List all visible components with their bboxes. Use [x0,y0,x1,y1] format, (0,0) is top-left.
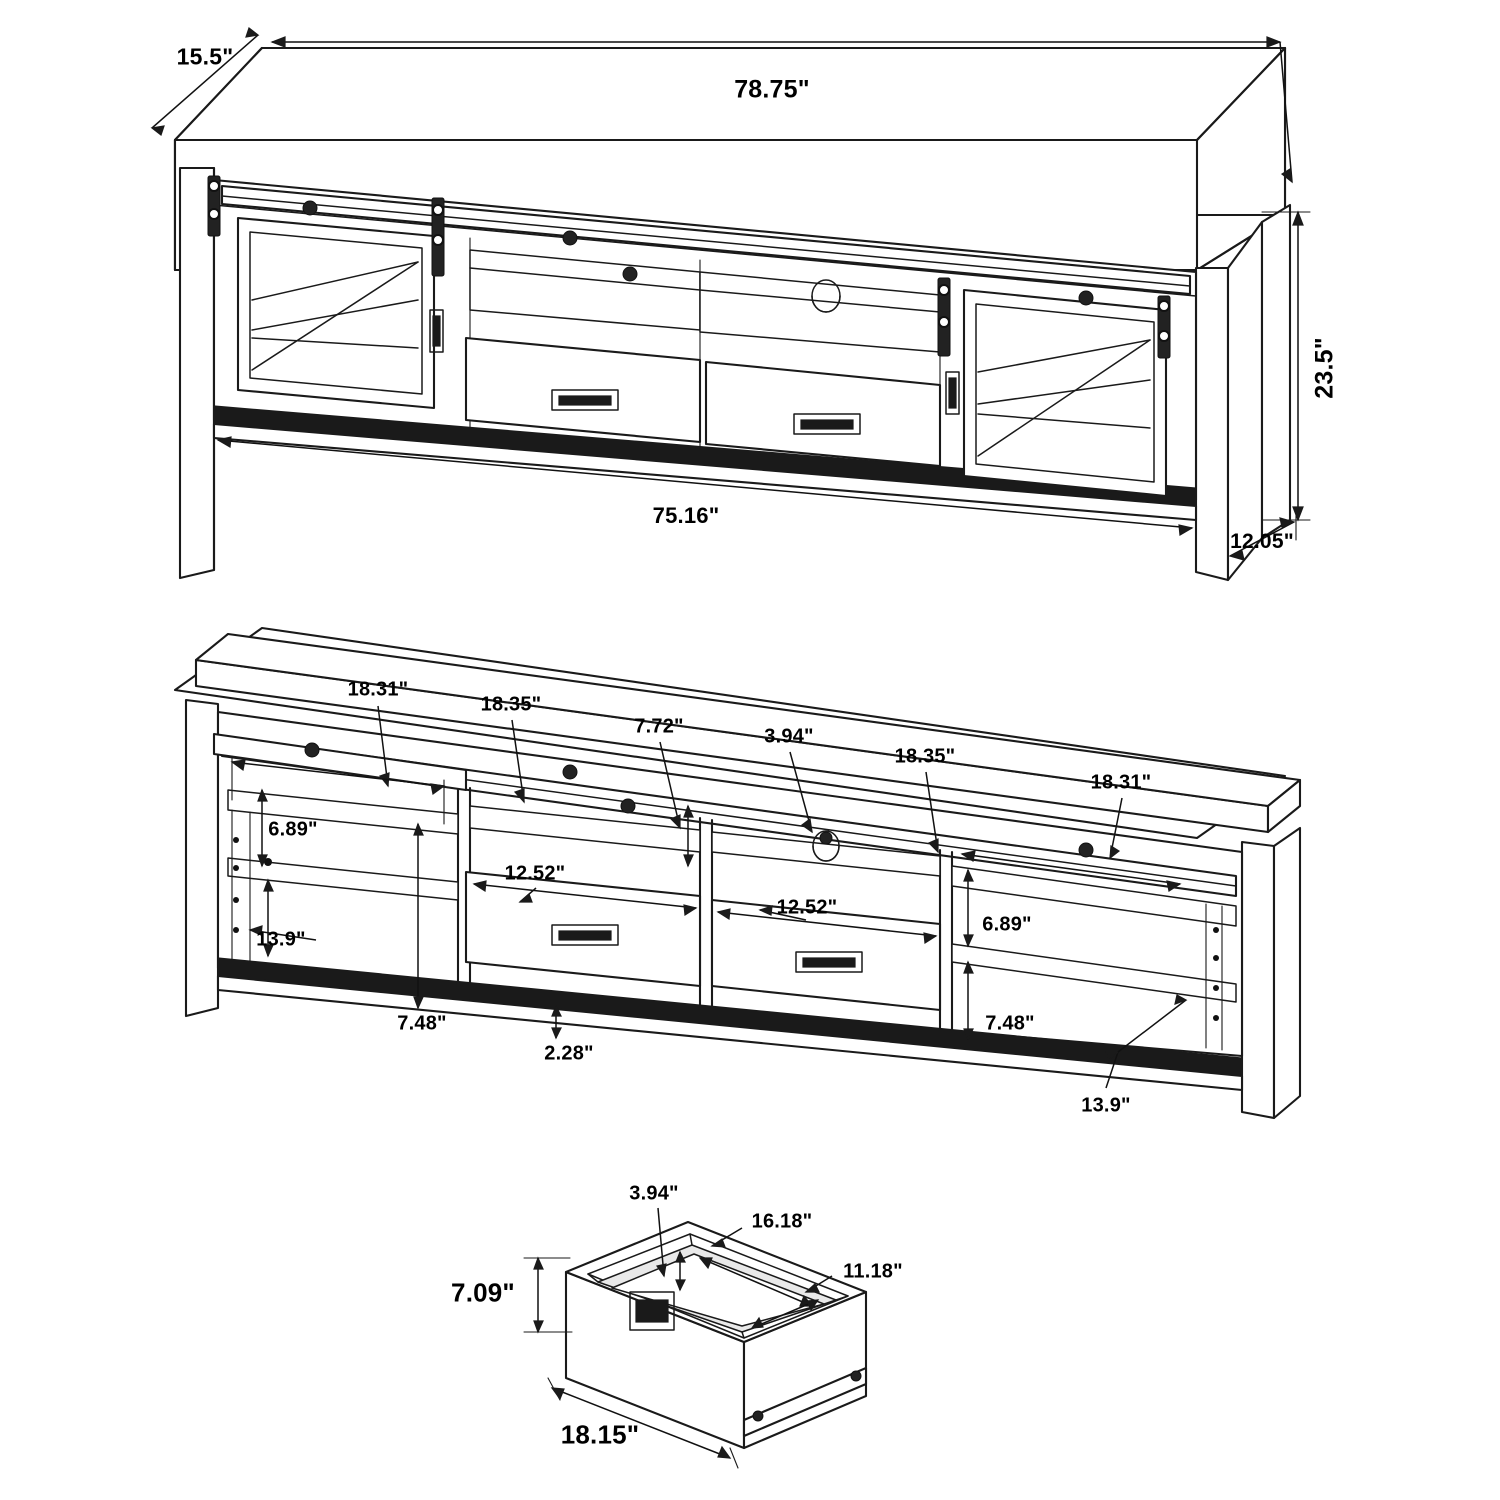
dim-left-shelf-width-top: 18.31" [347,678,409,701]
dim-cable-opening: 3.94" [764,725,814,748]
dim-width-overall: 78.75" [734,75,810,104]
view-overall-geometry [152,28,1310,580]
dim-right-lower-compartment-height: 7.48" [985,1012,1035,1035]
dim-center-divider-height: 7.72" [634,715,684,738]
dim-drawer-side-thickness: 3.94" [629,1182,679,1205]
dim-right-shelf-depth: 13.9" [1081,1094,1131,1117]
dim-left-open-width: 18.35" [480,693,542,716]
dim-left-shelf-depth: 13.9" [256,928,306,951]
dim-right-shelf-width-top: 18.31" [1090,771,1152,794]
dim-base-rail-height: 2.28" [544,1042,594,1065]
dim-drawer-interior-depth: 11.18" [843,1260,903,1283]
dim-drawer-interior-width: 16.18" [751,1210,813,1233]
dim-left-lower-compartment-height: 7.48" [397,1012,447,1035]
dim-height-overall: 23.5" [1310,337,1339,399]
dim-leg-depth: 12.05" [1230,530,1294,553]
dim-drawer-height: 7.09" [451,1277,515,1308]
dim-width-between-legs: 75.16" [652,503,720,528]
dim-depth: 15.5" [176,43,234,70]
dim-right-upper-compartment-height: 6.89" [982,913,1032,936]
dim-drawer-opening-width-right: 12.52" [776,896,838,919]
dim-right-open-width: 18.35" [894,745,956,768]
dim-drawer-width: 18.15" [560,1419,640,1450]
dim-drawer-opening-width-left: 12.52" [504,862,566,885]
dim-left-upper-compartment-height: 6.89" [268,818,318,841]
view-interior-geometry [175,628,1300,1118]
